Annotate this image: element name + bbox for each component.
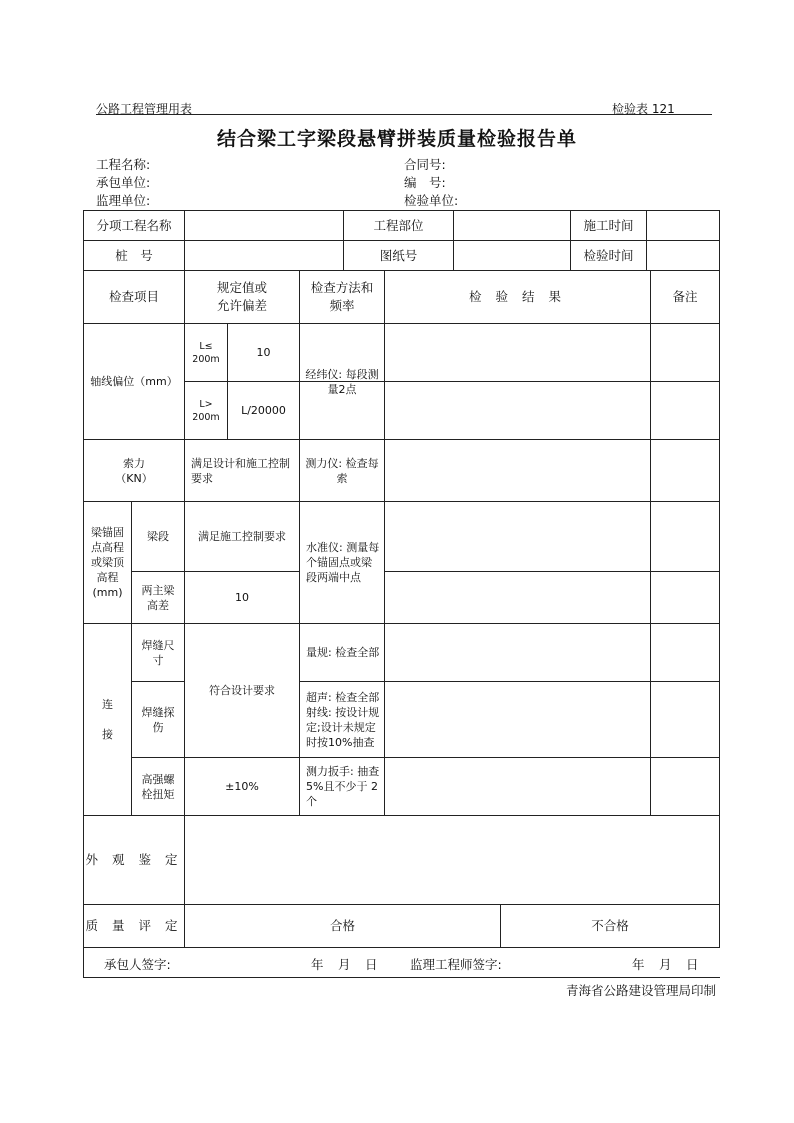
elevation-label: 梁锚固 点高程 或梁顶 高程 (mm) bbox=[91, 526, 124, 599]
cable-force-spec: 满足设计和施工控制 要求 bbox=[191, 456, 290, 485]
cable-force-label: 索力 （KN） bbox=[115, 456, 153, 485]
publisher-footer: 青海省公路建设管理局印制 bbox=[566, 983, 717, 998]
weld-size-result-field[interactable] bbox=[385, 624, 650, 681]
spec-value-header: 规定值或 允许偏差 bbox=[216, 280, 267, 313]
result-header: 检 验 结 果 bbox=[469, 289, 566, 304]
axis-value-short: 10 bbox=[256, 346, 271, 359]
header-rule bbox=[96, 114, 712, 115]
bolt-torque-method: 测力扳手: 抽查 5%且不少于 2 个 bbox=[306, 765, 380, 808]
girder-height-diff-spec: 10 bbox=[235, 591, 249, 604]
elevation-segment-spec: 满足施工控制要求 bbox=[198, 530, 286, 543]
axis-result-1-field[interactable] bbox=[385, 324, 650, 381]
remark-header: 备注 bbox=[672, 289, 698, 304]
appearance-label: 外 观 鉴 定 bbox=[85, 852, 183, 867]
project-name-label: 工程名称: bbox=[96, 157, 151, 172]
inspection-item-header: 检查项目 bbox=[108, 289, 159, 304]
supervisor-signature-label: 监理工程师签字: bbox=[410, 957, 502, 972]
pile-no-label: 桩 号 bbox=[115, 247, 153, 263]
appearance-field[interactable] bbox=[185, 816, 719, 904]
axis-result-2-field[interactable] bbox=[385, 382, 650, 439]
table-border-bottom bbox=[83, 977, 720, 978]
quality-pass-option[interactable]: 合格 bbox=[329, 918, 355, 933]
bolt-torque-label: 高强螺 栓扭矩 bbox=[141, 772, 175, 801]
weld-size-label: 焊缝尺 寸 bbox=[141, 638, 175, 667]
location-field[interactable] bbox=[454, 211, 570, 240]
connection-label: 连 接 bbox=[102, 698, 113, 741]
quality-label: 质 量 评 定 bbox=[85, 918, 183, 933]
weld-spec: 符合设计要求 bbox=[209, 684, 275, 697]
elevation-result-1-field[interactable] bbox=[385, 502, 650, 571]
bolt-torque-spec: ±10% bbox=[225, 780, 259, 793]
weld-flaw-label: 焊缝探 伤 bbox=[141, 705, 175, 734]
contractor-label: 承包单位: bbox=[96, 175, 151, 190]
method-header: 检查方法和 频率 bbox=[310, 280, 374, 313]
table-rule bbox=[83, 947, 720, 948]
form-number: 检验表 121 bbox=[612, 102, 675, 116]
axis-condition-short: L≤ 200m bbox=[192, 340, 220, 365]
drawing-no-field[interactable] bbox=[454, 241, 570, 270]
pile-no-field[interactable] bbox=[185, 241, 343, 270]
table-rule bbox=[650, 270, 651, 815]
serial-no-label: 编 号: bbox=[404, 175, 446, 190]
inspection-time-field[interactable] bbox=[647, 241, 719, 270]
cable-force-method: 测力仪: 检查每 索 bbox=[305, 456, 379, 485]
bolt-torque-result-field[interactable] bbox=[385, 758, 650, 815]
weld-flaw-method: 超声: 检查全部 射线: 按设计规 定;设计未规定 时按10%抽查 bbox=[306, 690, 380, 749]
axis-value-long: L/20000 bbox=[241, 404, 286, 417]
weld-size-method: 量规: 检查全部 bbox=[306, 646, 380, 659]
sub-project-name-label: 分项工程名称 bbox=[96, 217, 172, 233]
construction-time-label: 施工时间 bbox=[583, 217, 634, 233]
page-title: 结合梁工字梁段悬臂拼装质量检验报告单 bbox=[216, 128, 577, 150]
location-label: 工程部位 bbox=[373, 217, 424, 233]
axis-deviation-label: 轴线偏位（mm） bbox=[90, 375, 178, 388]
construction-time-field[interactable] bbox=[647, 211, 719, 240]
weld-flaw-result-field[interactable] bbox=[385, 682, 650, 757]
girder-height-diff-label: 两主梁 高差 bbox=[141, 583, 175, 612]
form-category: 公路工程管理用表 bbox=[96, 102, 193, 116]
contractor-signature-date: 年 月 日 bbox=[311, 957, 379, 972]
contract-no-label: 合同号: bbox=[404, 157, 446, 172]
table-border-right bbox=[719, 210, 720, 947]
supervisor-signature-date: 年 月 日 bbox=[632, 957, 700, 972]
inspection-time-label: 检验时间 bbox=[583, 247, 634, 263]
elevation-result-2-field[interactable] bbox=[385, 572, 650, 623]
drawing-no-label: 图纸号 bbox=[379, 247, 418, 263]
axis-method: 经纬仪: 每段测 量2点 bbox=[305, 367, 379, 396]
axis-condition-long: L> 200m bbox=[192, 398, 220, 423]
quality-fail-option[interactable]: 不合格 bbox=[591, 918, 629, 933]
elevation-method: 水准仪: 测量每 个锚固点或梁 段两端中点 bbox=[306, 541, 380, 584]
sub-project-name-field[interactable] bbox=[185, 211, 343, 240]
cable-force-result-field[interactable] bbox=[385, 440, 650, 501]
supervisor-label: 监理单位: bbox=[96, 193, 151, 208]
inspection-unit-label: 检验单位: bbox=[404, 193, 459, 208]
contractor-signature-label: 承包人签字: bbox=[104, 957, 171, 972]
elevation-segment-label: 梁段 bbox=[147, 530, 169, 543]
